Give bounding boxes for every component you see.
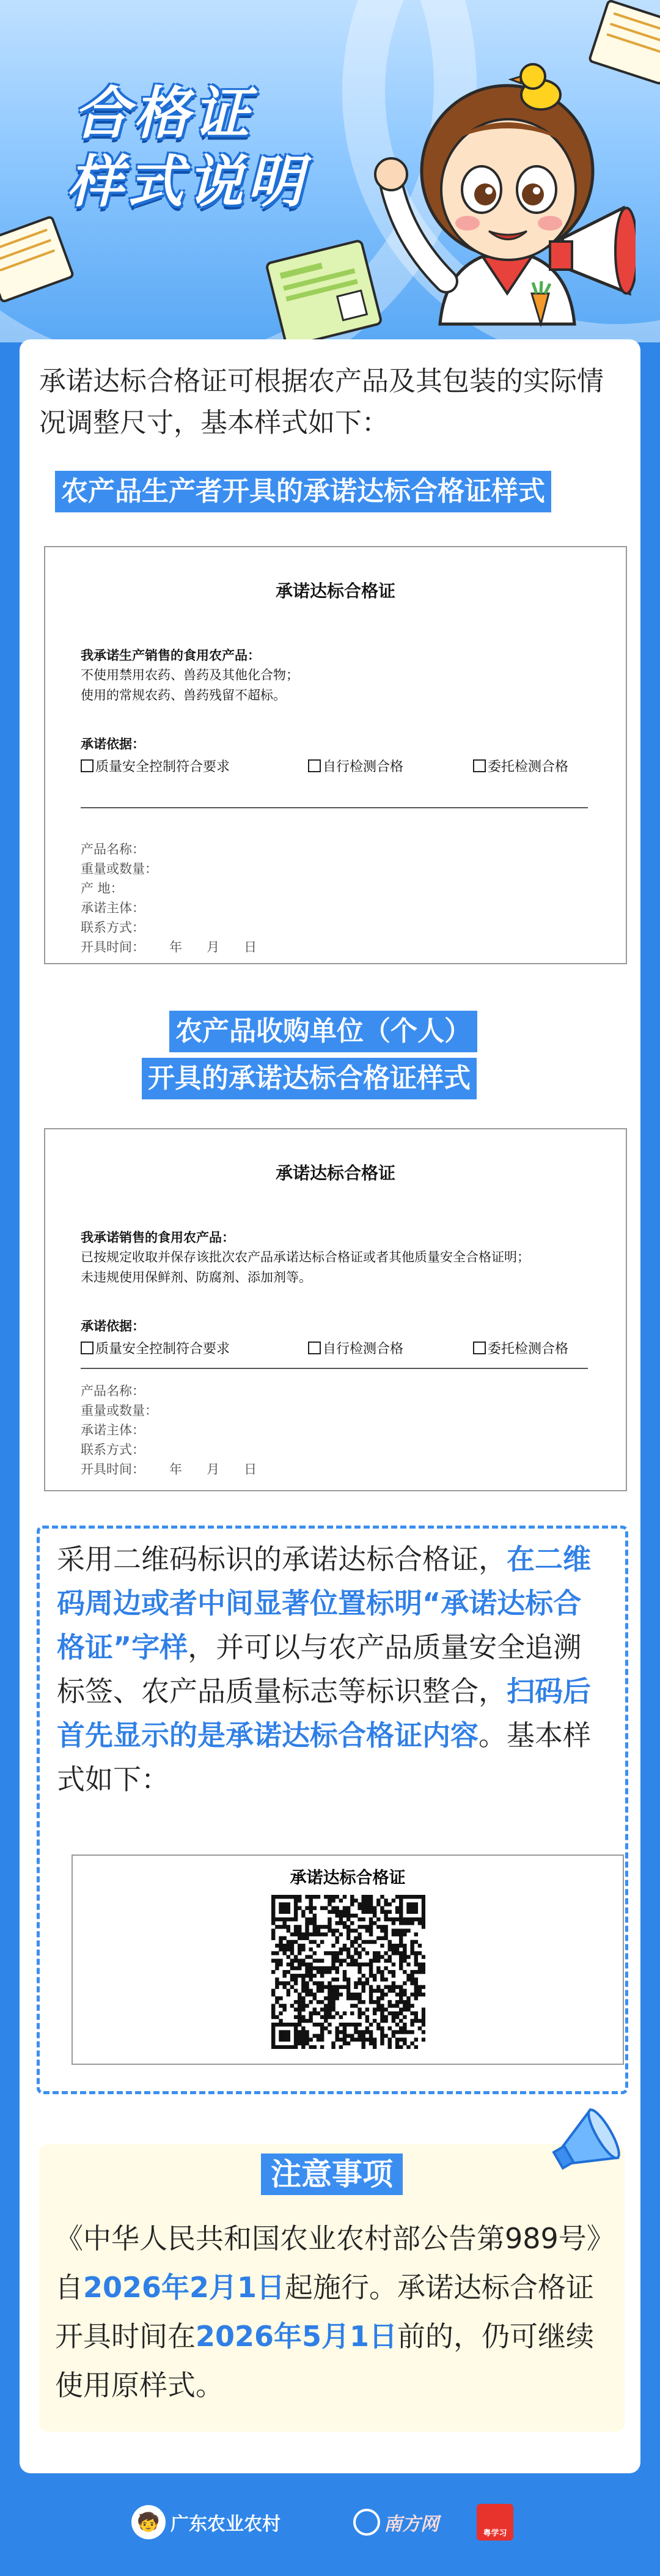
notice-date-highlight: 2026年2月1日: [83, 2271, 285, 2304]
checkbox-icon: [81, 759, 94, 772]
footer-logo-text: 粤学习: [483, 2529, 507, 2538]
notice-body: [55, 2214, 611, 2410]
divider: [81, 1368, 588, 1369]
field-label: 开具时间： 年 月 日: [81, 1462, 257, 1477]
notice-text: 前的，仍可继续使用原样式。: [55, 2320, 595, 2402]
qr-text-highlight: 在二维码周边或者中间显著位置标明“承诺达标合格证”字样: [57, 1543, 591, 1664]
promise-line: 未违规使用保鲜剂、防腐剂、添加剂等。: [81, 1270, 312, 1285]
header-banner: [0, 0, 660, 342]
field-label: 开具时间： 年 月 日: [81, 940, 257, 954]
notice-title-text: 注意事项: [261, 2153, 403, 2195]
notice-box: [39, 2144, 625, 2432]
mascot-megaphone-icon: [367, 37, 636, 342]
producer-section-label: 农产品生产者开具的承诺达标合格证样式: [55, 471, 551, 512]
footer-logo-nfw[interactable]: [353, 2495, 439, 2550]
checkbox-option: 委托检测合格: [473, 756, 568, 775]
notice-text: 《中华人民共和国农业农村部公告第989号》自: [55, 2222, 601, 2304]
checkbox-icon: [308, 759, 321, 772]
checkbox-option: 质量安全控制符合要求: [81, 1338, 230, 1357]
field-label: 产品名称：: [81, 1384, 145, 1398]
producer-certificate-sample: [44, 546, 627, 964]
purchaser-certificate-sample: [44, 1128, 627, 1491]
divider: [81, 807, 588, 808]
field-label: 承诺主体：: [81, 901, 145, 915]
qr-text-part: ，并可以与农产品质量安全追溯标签、农产品质量标志等标识整合，: [57, 1631, 582, 1708]
qr-text-part: 。基本样式如下：: [57, 1719, 591, 1796]
megaphone-icon: [545, 2100, 631, 2186]
field-label: 联系方式：: [81, 920, 145, 935]
notice-text: 起施行。承诺达标合格证开具时间在: [55, 2271, 595, 2353]
content-card: [20, 339, 640, 2473]
qr-text-part: 采用二维码标识的承诺达标合格证，: [57, 1543, 507, 1576]
promise-heading: 我承诺生产销售的食用农产品：: [81, 648, 260, 663]
field-label: 联系方式：: [81, 1442, 145, 1457]
qr-text-highlight: 扫码后首先显示的是承诺达标合格证内容: [57, 1675, 591, 1752]
checkbox-icon: [308, 1342, 321, 1354]
page-title: [67, 79, 307, 216]
footer-logo-text: 南方网: [384, 2514, 439, 2535]
promise-heading: 我承诺销售的食用农产品：: [81, 1230, 235, 1245]
purchaser-section-label-line2: 开具的承诺达标合格证样式: [142, 1058, 477, 1099]
field-label: 产 地：: [81, 881, 123, 896]
checkbox-option: 质量安全控制符合要求: [81, 756, 230, 775]
title-line-2: 样式说明: [67, 149, 307, 215]
notice-date-highlight: 2026年5月1日: [196, 2320, 398, 2353]
intro-text: 承诺达标合格证可根据农产品及其包装的实际情况调整尺寸，基本样式如下：: [39, 366, 604, 438]
qr-code-icon: [271, 1895, 425, 2049]
qr-certificate-sample: [72, 1854, 624, 2065]
title-line-1: 合格证: [73, 81, 254, 146]
footer-logo-yxx[interactable]: [477, 2495, 513, 2550]
checkbox-option: 自行检测合格: [308, 1338, 403, 1357]
certificate-title: 承诺达标合格证: [290, 1869, 406, 1888]
certificate-title: 承诺达标合格证: [275, 581, 395, 601]
notice-title: [39, 2153, 625, 2195]
checkbox-option: 委托检测合格: [473, 1338, 568, 1357]
checkbox-option: 自行检测合格: [308, 756, 403, 775]
field-label: 承诺主体：: [81, 1423, 145, 1437]
promise-line: 使用的常规农药、兽药残留不超标。: [81, 688, 286, 703]
footer-logo-gdny[interactable]: [131, 2495, 280, 2550]
checkbox-icon: [473, 759, 486, 772]
purchaser-section-label-line1: 农产品收购单位（个人）: [169, 1011, 477, 1052]
footer: [0, 2495, 660, 2576]
app-logo-icon: [477, 2504, 513, 2541]
qr-description: [57, 1537, 607, 1801]
globe-icon: [353, 2509, 380, 2536]
mascot-avatar-icon: 🧒: [131, 2505, 166, 2539]
field-label: 产品名称：: [81, 842, 145, 857]
qr-section: [37, 1526, 628, 2094]
basis-heading: 承诺依据：: [81, 736, 145, 751]
field-label: 重量或数量：: [81, 1403, 158, 1418]
checkbox-icon: [81, 1342, 94, 1354]
basis-heading: 承诺依据：: [81, 1318, 145, 1334]
field-label: 重量或数量：: [81, 862, 158, 876]
checkbox-icon: [473, 1342, 486, 1354]
promise-line: 不使用禁用农药、兽药及其他化合物；: [81, 668, 299, 682]
footer-logo-text: 广东农业农村: [170, 2514, 280, 2535]
promise-line: 已按规定收取并保存该批次农产品承诺达标合格证或者其他质量安全合格证明；: [81, 1250, 530, 1264]
certificate-title: 承诺达标合格证: [275, 1163, 395, 1183]
